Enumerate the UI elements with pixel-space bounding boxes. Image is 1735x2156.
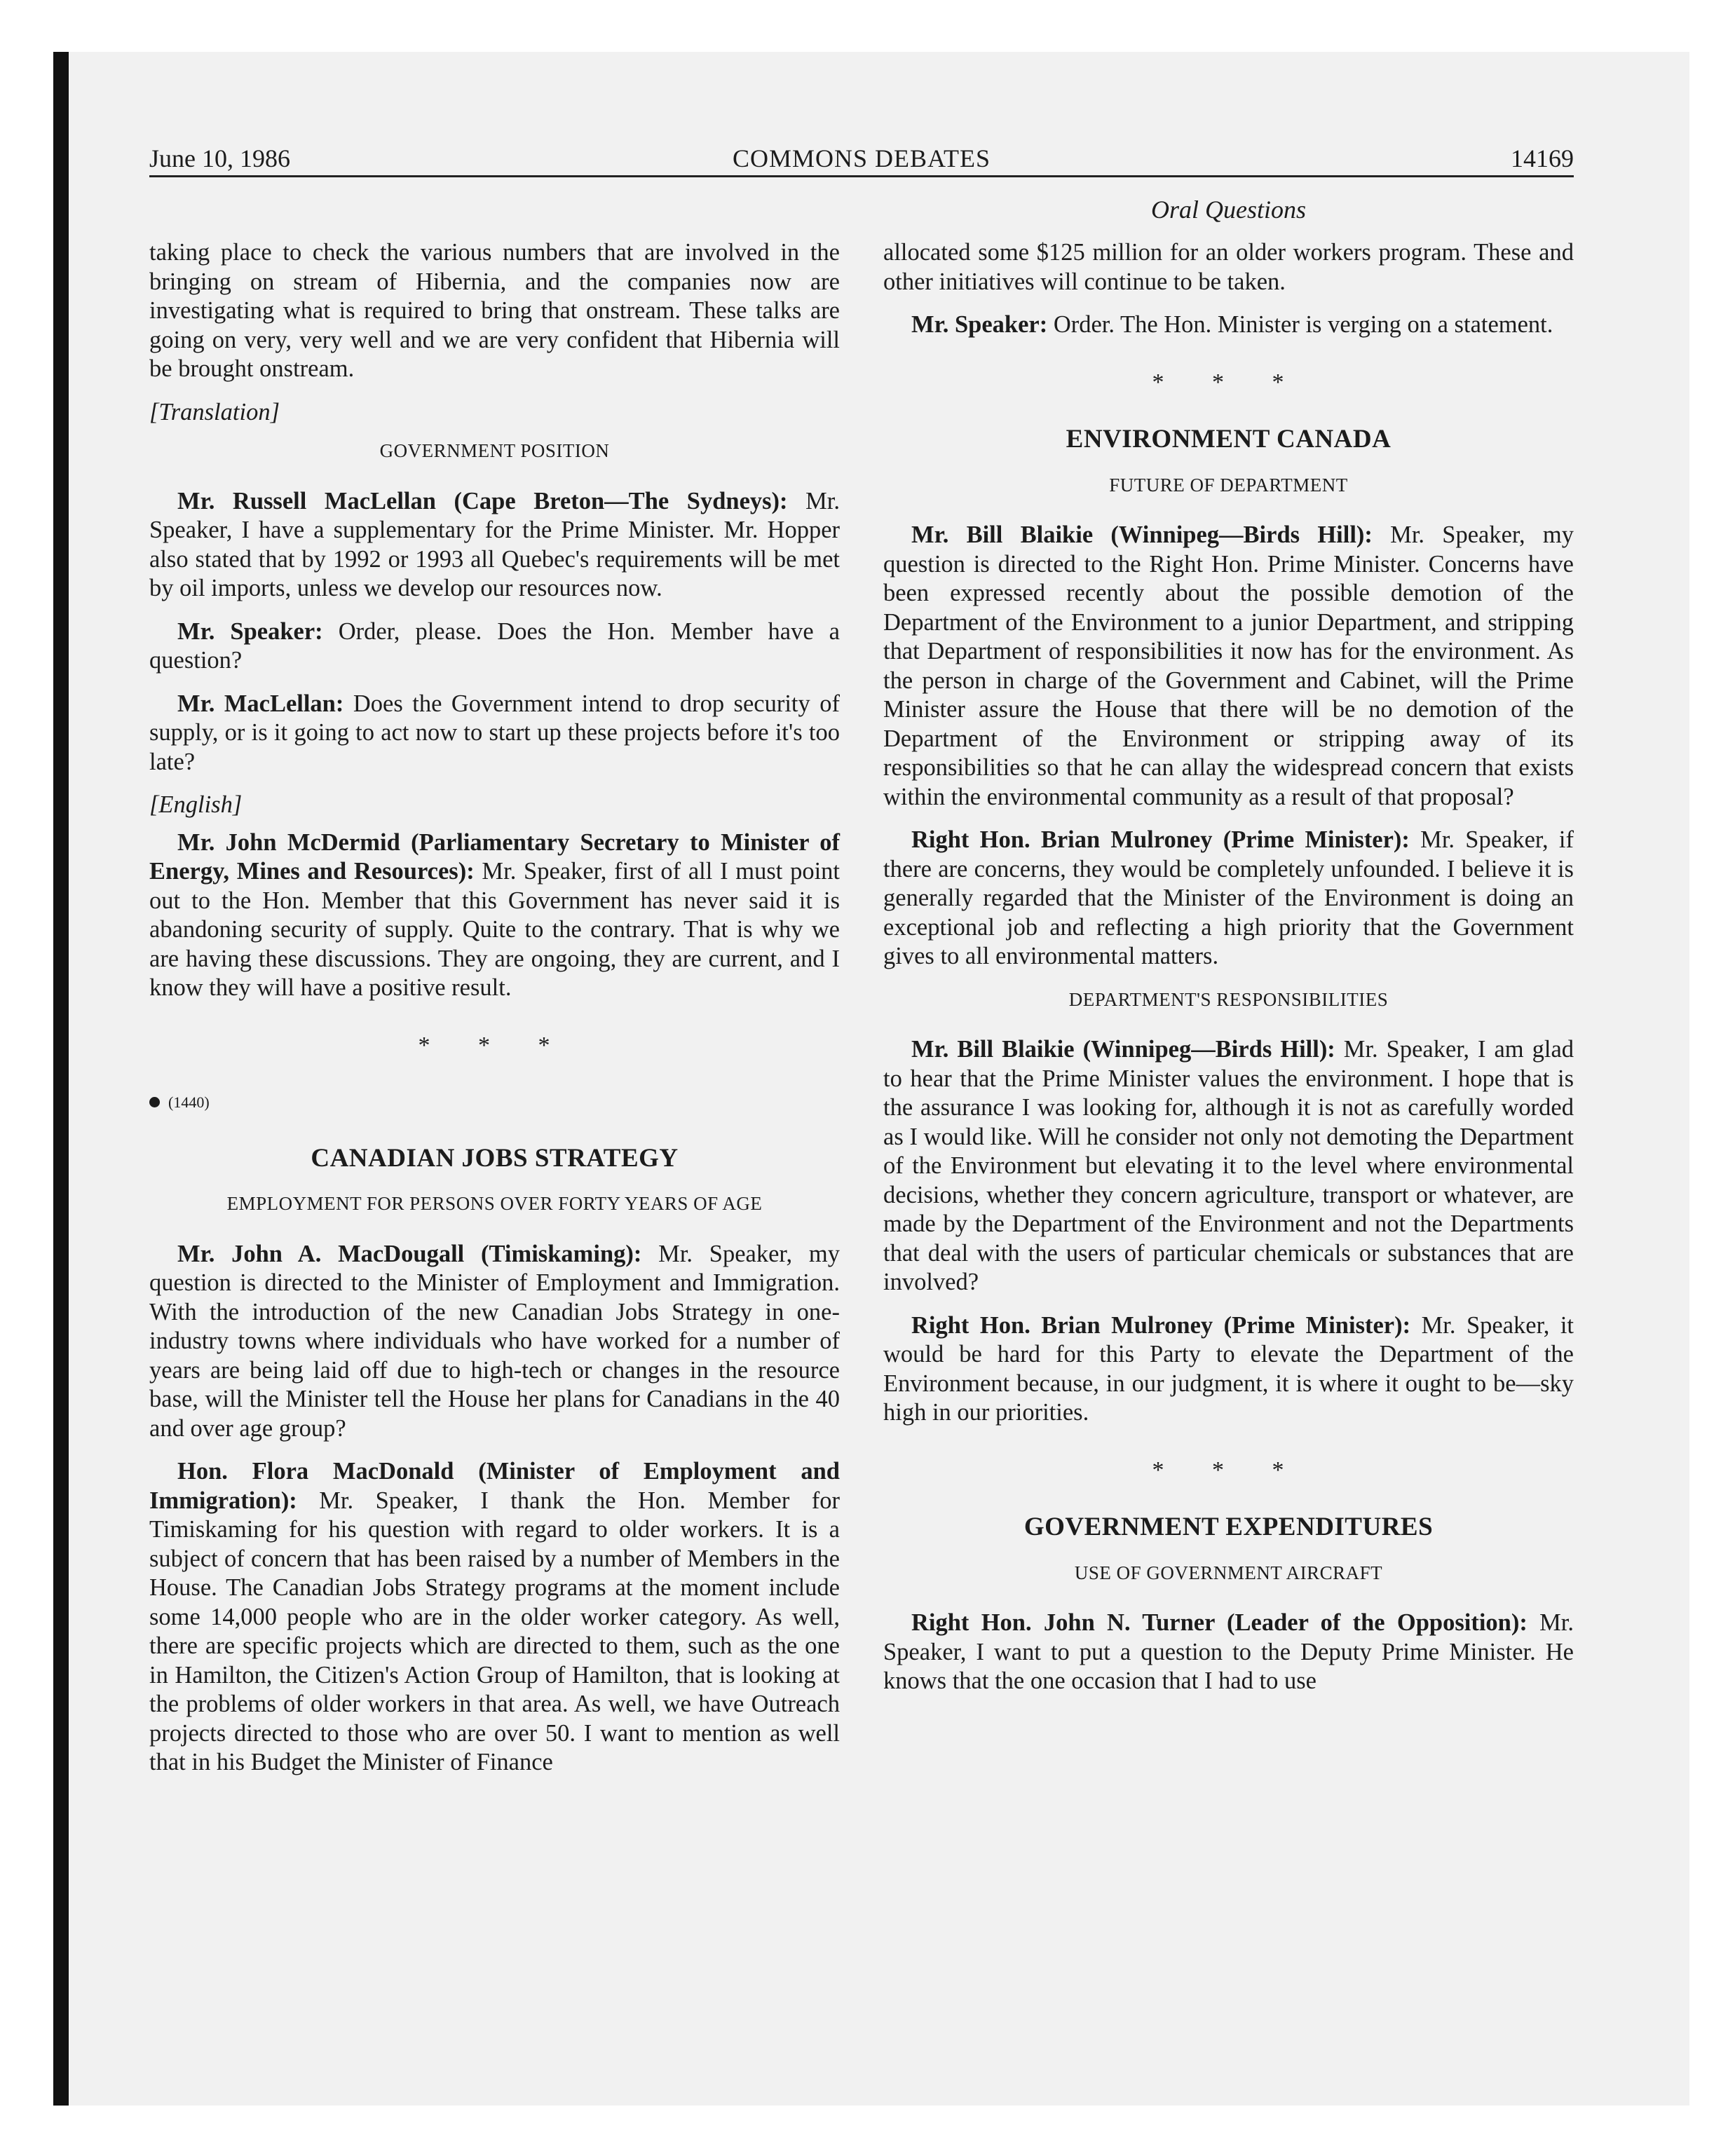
header-title: COMMONS DEBATES [732,144,991,172]
time-stamp-text: (1440) [168,1093,210,1111]
speaker-name: Mr. Bill Blaikie (Winnipeg—Birds Hill): [911,521,1373,548]
paragraph [149,487,840,603]
subheading: EMPLOYMENT FOR PERSONS OVER FORTY YEARS OF AGE [226,1193,763,1214]
section-separator: * * * [1152,369,1305,395]
subheading: DEPARTMENT'S RESPONSIBILITIES [1068,988,1389,1010]
paragraph [149,1240,840,1444]
speaker-name: Mr. MacLellan: [177,690,344,717]
speech-text: Order, please. Does the Hon. Member have a question? [149,618,840,674]
speaker-name: Mr. Russell MacLellan (Cape Breton—The Sydneys): [177,487,788,514]
left-column [149,238,840,1792]
speaker-name: Right Hon. Brian Mulroney (Prime Minister): [911,1311,1411,1339]
speaker-name: Mr. Speaker: [911,311,1048,338]
speaker-name: Mr. Speaker: [177,618,323,645]
language-marker: [English] [149,791,243,818]
speech-text: Mr. Speaker, it would be hard for this Party to elevate the Department of the Environment because, in our judgment, it is where it ought to be—sky high in our priorities. [883,1311,1574,1426]
speaker-name: Hon. Flora MacDonald (Minister of Employment and Immigration): [149,1458,840,1514]
section-separator: * * * [418,1032,571,1058]
scan-edge [53,52,69,2106]
speech-text: Mr. Speaker, I want to put a question to the Deputy Prime Minister. He knows that the one occasion that I had to use [883,1609,1574,1694]
paragraph [149,618,840,676]
speaker-name: Mr. Bill Blaikie (Winnipeg—Birds Hill): [911,1036,1335,1063]
section-heading: ENVIRONMENT CANADA [1066,425,1392,453]
paragraph [883,1311,1574,1428]
bullet-icon [149,1097,160,1107]
speech-text: Mr. Speaker, first of all I must point out to the Hon. Member that this Government has never said it is abandoning security of supply. Quite to the contrary. That is why we are having these discussions. They are ongoing, they are current, and I know they will have a positive result. [149,858,841,1001]
subheading: FUTURE OF DEPARTMENT [1109,474,1348,496]
speech-text: Does the Government intend to drop security of supply, or is it going to act now to start up these projects before it's too late? [149,690,840,775]
language-marker: [Translation] [149,398,280,425]
header-rule [149,175,1574,177]
running-head: Oral Questions [1150,196,1306,224]
paragraph [149,828,840,1003]
speech-text: Mr. Speaker, I am glad to hear that the Prime Minister values the environment. I hope that is the assurance I was looking for, although it is not as carefully worded as I would like. Will he consider not only not demoting the Department of the Environment but elevating it to the level where environmental decisions, whether they concern agriculture, transport or whatever, are made by the Department of the Environment and not the Departments that deal with the users of particular chemicals or substances that are involved? [883,1036,1574,1295]
paragraph: allocated some $125 million for an older workers program. These and other initiatives will continue to be taken. [883,239,1574,295]
header-page-number: 14169 [1511,144,1574,172]
speech-text: Mr. Speaker, I thank the Hon. Member for Timiskaming for his question with regard to older workers. It is a subject of concern that has been raised by a number of Members in the House. The Canadian Jobs Strategy programs at the moment include some 14,000 people who are in the older worker category. As well, there are specific projects which are directed to them, such as the one in Hamilton, the Citizen's Action Group of Hamilton, that is looking at the problems of older workers in that area. As well, we have Outreach projects directed to those who are over 50. I want to mention as well that in his Budget the Minister of Finance [149,1487,840,1775]
section-separator: * * * [1152,1456,1305,1483]
paragraph [149,690,840,777]
speaker-name: Right Hon. John N. Turner (Leader of the Opposition): [911,1609,1528,1636]
header-date: June 10, 1986 [149,144,290,172]
time-stamp [149,1088,840,1117]
speaker-name: Right Hon. Brian Mulroney (Prime Minister): [911,826,1410,853]
right-column [883,238,1574,1710]
paragraph [883,1609,1574,1696]
speech-text: Mr. Speaker, if there are concerns, they would be completely unfounded. I believe it is generally regarded that the Minister of the Environment is doing an exceptional job and reflecting a high priority that the Government gives to all environmental matters. [883,826,1574,969]
paragraph [883,521,1574,812]
paragraph [883,1035,1574,1297]
section-heading: CANADIAN JOBS STRATEGY [311,1143,679,1173]
paragraph [883,826,1574,971]
section-heading: GOVERNMENT EXPENDITURES [1023,1513,1434,1541]
paragraph: taking place to check the various numbers that are involved in the bringing on stream of Hibernia, and the companies now are investigating what is required to bring that onstream. These talks are going on very, very well and we are very confident that Hibernia will be brought onstream. [149,239,840,382]
speech-text: Mr. Speaker, I have a supplementary for the Prime Minister. Mr. Hopper also stated that by 1992 or 1993 all Quebec's requirements will be met by oil imports, unless we develop our resources now. [149,487,840,601]
speaker-name: Mr. John A. MacDougall (Timiskaming): [177,1240,642,1267]
speech-text: Mr. Speaker, my question is directed to the Right Hon. Prime Minister. Concerns have been expressed recently about the possible demotion of the Department of the Environment to a junior Department, and stripping that Department of responsibilities it now has for the environment. As the person in charge of the Government and Cabinet, will the Prime Minister assure the House that there will be no demotion of the Department of the Environment or stripping away of its responsibilities so that he can allay the widespread concern that exists within the environmental community as a result of that proposal? [883,521,1574,810]
subheading: USE OF GOVERNMENT AIRCRAFT [1074,1562,1383,1583]
speaker-name: Mr. John McDermid (Parliamentary Secretary to Minister of Energy, Mines and Resources): [149,828,840,885]
subheading: GOVERNMENT POSITION [379,440,610,461]
page-header [149,144,1574,176]
speech-text: Mr. Speaker, my question is directed to the Minister of Employment and Immigration. With the introduction of the new Canadian Jobs Strategy in one-industry towns where individuals who have worked for a number of years are being laid off due to high-tech or changes in the resource base, will the Minister tell the House her plans for Canadians in the 40 and over age group? [149,1240,840,1442]
speech-text: Order. The Hon. Minister is verging on a statement. [1047,311,1553,338]
paragraph [883,311,1574,340]
paragraph [149,1457,840,1778]
